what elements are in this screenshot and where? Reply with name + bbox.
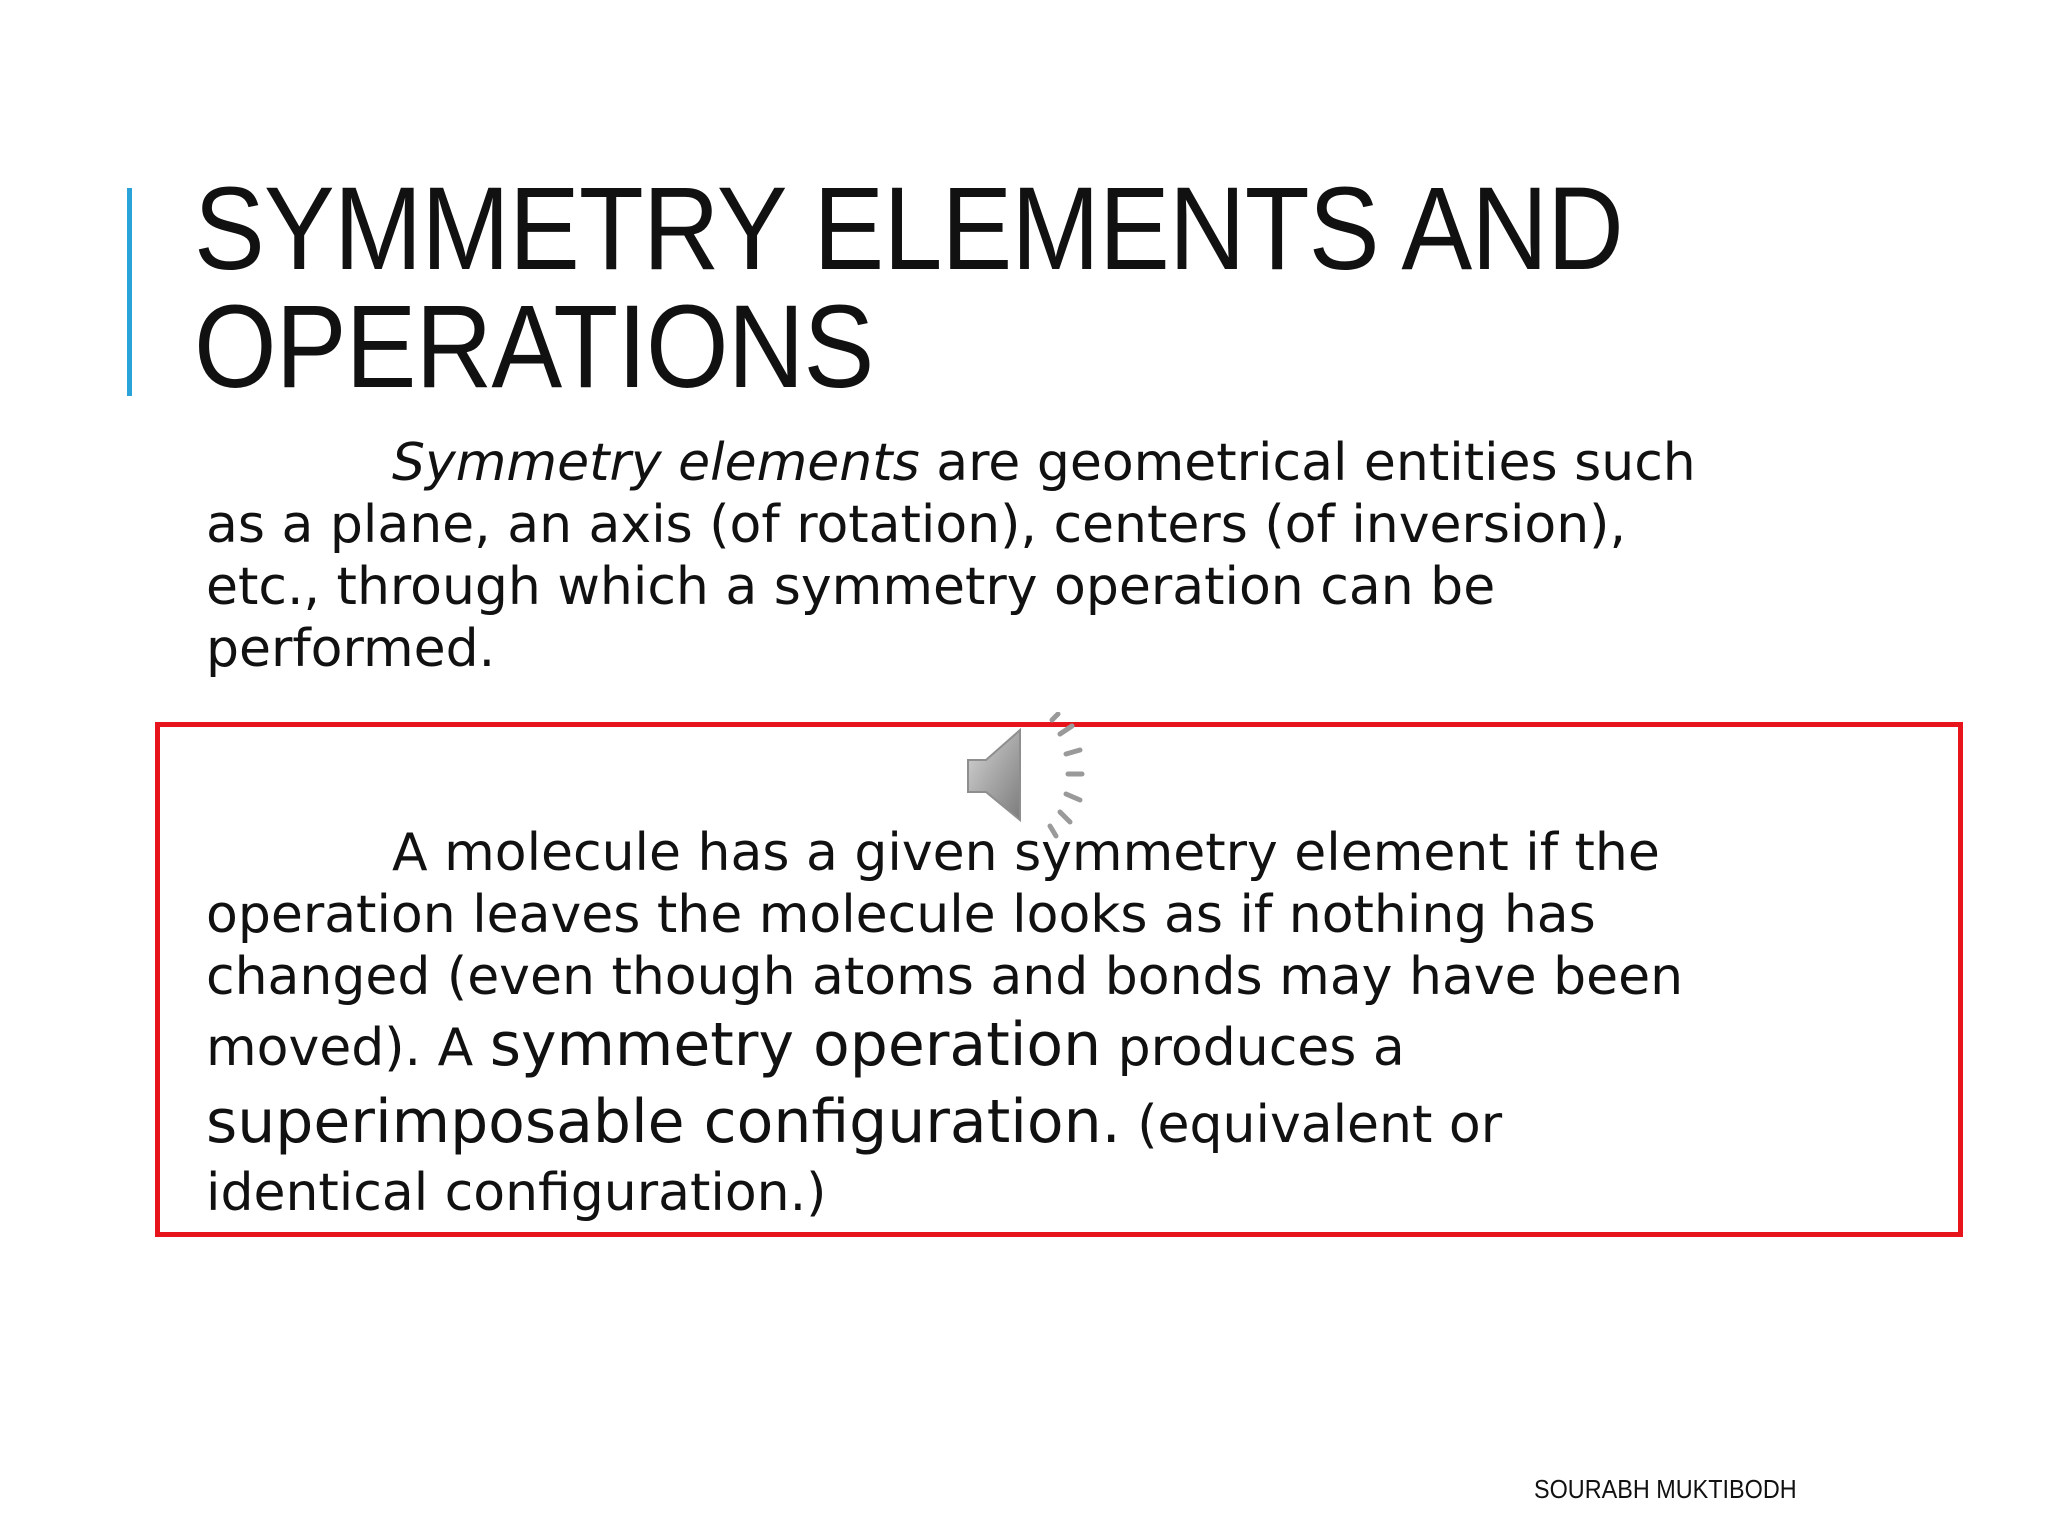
emphasis-superimposable-configuration: superimposable configuration. [206, 1087, 1121, 1157]
definition-line-1 [206, 432, 1696, 494]
callout-line-4-b: produces a [1101, 1018, 1405, 1078]
author-footer: SOURABH MUKTIBODH [1534, 1474, 1797, 1504]
callout-line-2: operation leaves the molecule looks as if nothing has [206, 885, 1596, 945]
definition-line-4: performed. [206, 619, 496, 679]
callout-line-1: A molecule has a given symmetry element if the [392, 823, 1660, 883]
speaker-sound-icon[interactable] [962, 712, 1102, 842]
emphasis-symmetry-operation: symmetry operation [489, 1010, 1102, 1080]
slide-title [194, 163, 1634, 413]
callout-line-5-b: (equivalent or [1120, 1095, 1503, 1155]
italic-term: Symmetry elements [392, 433, 920, 493]
callout-line-4 [206, 1008, 1683, 1085]
callout-line-4-a: moved). A [206, 1018, 490, 1078]
definition-line-1-rest: are geometrical entities such [919, 433, 1696, 493]
callout-line-5 [206, 1085, 1683, 1162]
definition-line-2: as a plane, an axis (of rotation), centers (of inversion), [206, 495, 1626, 555]
definition-paragraph [206, 432, 1696, 680]
title-accent-bar [127, 188, 132, 396]
callout-line-3: changed (even though atoms and bonds may have been [206, 947, 1684, 1007]
callout-paragraph [206, 822, 1683, 1224]
definition-line-3: etc., through which a symmetry operation can be [206, 557, 1496, 617]
callout-line-6: identical configuration.) [206, 1163, 827, 1223]
title-line-2: OPERATIONS [194, 281, 874, 413]
title-line-1: SYMMETRY ELEMENTS AND [194, 163, 1623, 295]
